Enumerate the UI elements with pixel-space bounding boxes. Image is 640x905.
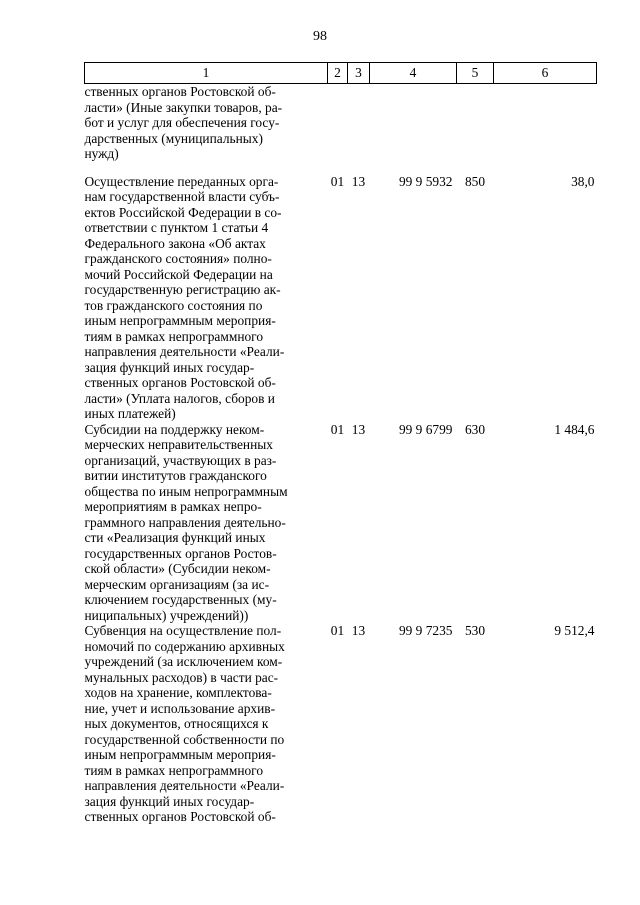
description-line: ласти» (Уплата налогов, сборов и xyxy=(84,390,275,406)
description-line: ласти» (Иные закупки товаров, ра- xyxy=(84,99,283,115)
description-line: иных платежей) xyxy=(84,406,176,421)
subsection-code xyxy=(348,84,370,174)
description-line: государственную регистрацию ак- xyxy=(84,282,281,297)
description-line: мочий Российской Федерации на xyxy=(84,266,273,282)
subsection-code: 13 xyxy=(351,623,366,638)
subsection-code: 13 xyxy=(351,173,366,189)
description-line: ственных органов Ростовской об- xyxy=(84,375,276,390)
description-line: общества по иным непрограммным xyxy=(84,483,288,499)
description-line: ектов Российской Федерации в со- xyxy=(84,204,282,220)
expense-type-code: 530 xyxy=(464,623,486,638)
expense-type-code: 630 xyxy=(464,421,486,437)
amount: 9 512,4 xyxy=(554,623,595,638)
target-article-code: 99 9 6799 xyxy=(398,421,453,437)
description-line: мерческих неправительственных xyxy=(84,437,273,452)
description-line: ние, учет и использование архив- xyxy=(84,700,276,716)
section-code: 01 xyxy=(330,421,345,437)
description-line: иным непрограммным мероприя- xyxy=(84,747,276,762)
description-line: ственных органов Ростовской об- xyxy=(84,84,276,99)
description-line: нам государственной власти субъ- xyxy=(84,189,280,204)
expense-type-code: 850 xyxy=(464,173,486,189)
description-line: тиям в рамках непрограммного xyxy=(84,328,264,344)
description-line: зация функций иных государ- xyxy=(84,793,255,809)
description-line: организаций, участвующих в раз- xyxy=(84,452,277,468)
description-line: тов гражданского состояния по xyxy=(84,297,263,313)
description-line: ходов на хранение, комплектова- xyxy=(84,685,272,700)
description-line: Федерального закона «Об актах xyxy=(84,235,266,251)
description-line: нужд) xyxy=(84,146,119,161)
column-number-header xyxy=(85,63,597,84)
description-line: граммного направления деятельно- xyxy=(84,514,286,530)
description-line: мерческим организациям (за ис- xyxy=(84,576,270,592)
description-line: направления деятельности «Реали- xyxy=(84,344,285,359)
expense-type-code xyxy=(457,84,494,174)
column-header: 5 xyxy=(457,63,494,84)
row-description xyxy=(85,174,328,422)
description-line: Осуществление переданных орга- xyxy=(84,173,279,189)
description-line: ных документов, относящихся к xyxy=(84,716,269,731)
description-line: витии институтов гражданского xyxy=(84,468,267,483)
description-line: направления деятельности «Реали- xyxy=(84,778,285,793)
page-number: 98 xyxy=(313,29,327,44)
column-header: 2 xyxy=(328,63,348,84)
description-line: мунальных расходов) в части рас- xyxy=(84,669,279,685)
description-line: учреждений (за исключением ком- xyxy=(84,654,283,669)
row-description xyxy=(85,422,328,624)
description-line: номочий по содержанию архивных xyxy=(84,638,285,654)
description-line: бот и услуг для обеспечения госу- xyxy=(84,115,280,130)
budget-table xyxy=(84,62,597,825)
description-line: государственных органов Ростов- xyxy=(84,545,277,561)
description-line: ниципальных) учреждений)) xyxy=(84,607,249,623)
description-line: ключением государственных (му- xyxy=(84,592,277,607)
description-line: Субсидии на поддержку неком- xyxy=(84,421,265,437)
subsection-code: 13 xyxy=(351,421,366,437)
target-article-code xyxy=(370,84,457,174)
description-line: государственной собственности по xyxy=(84,731,285,747)
target-article-code: 99 9 7235 xyxy=(398,623,453,638)
section-code: 01 xyxy=(330,173,345,189)
description-line: тиям в рамках непрограммного xyxy=(84,762,264,778)
description-line: ской области» (Субсидии неком- xyxy=(84,561,271,576)
amount: 38,0 xyxy=(571,173,595,189)
row-description xyxy=(85,623,328,825)
description-line: зация функций иных государ- xyxy=(84,359,255,375)
description-line: сти «Реализация функций иных xyxy=(84,530,266,545)
column-header: 3 xyxy=(348,63,370,84)
column-header: 4 xyxy=(370,63,457,84)
amount: 1 484,6 xyxy=(554,421,595,437)
description-line: ответствии с пунктом 1 статьи 4 xyxy=(84,220,269,235)
description-line: Субвенция на осуществление пол- xyxy=(84,623,282,638)
table-row xyxy=(85,623,597,825)
description-line: мероприятиям в рамках непро- xyxy=(84,499,262,514)
description-line: гражданского состояния» полно- xyxy=(84,251,272,266)
target-article-code: 99 9 5932 xyxy=(398,173,453,189)
row-description xyxy=(85,84,328,174)
table-row xyxy=(85,174,597,422)
section-code: 01 xyxy=(330,623,345,638)
column-header: 6 xyxy=(494,63,597,84)
table-row xyxy=(85,422,597,624)
description-line: дарственных (муниципальных) xyxy=(84,130,263,146)
column-header: 1 xyxy=(85,63,328,84)
description-line: ственных органов Ростовской об- xyxy=(84,809,276,824)
table-row xyxy=(85,84,597,174)
description-line: иным непрограммным мероприя- xyxy=(84,313,276,328)
section-code xyxy=(328,84,348,174)
amount xyxy=(494,84,597,174)
